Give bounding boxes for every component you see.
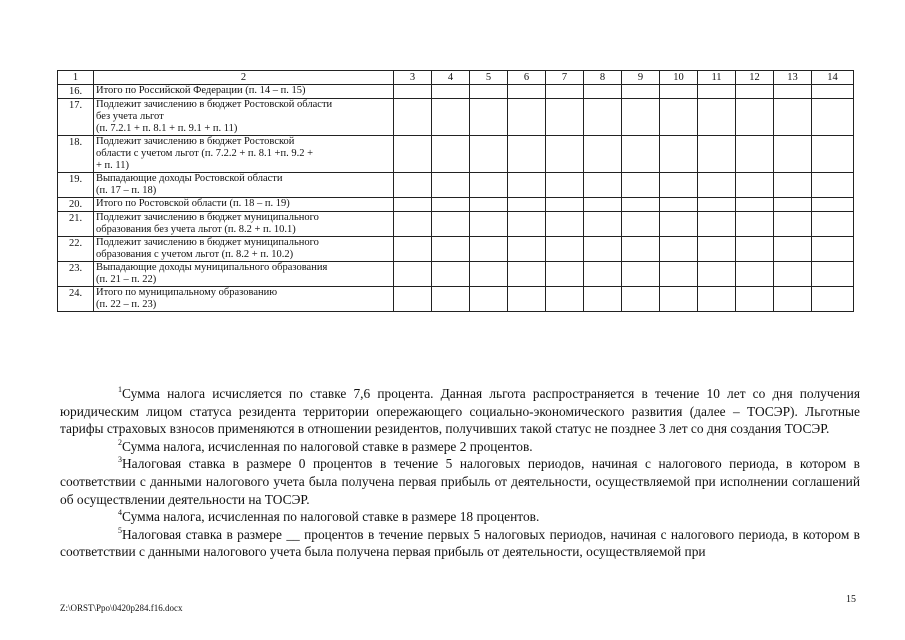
empty-cell [546, 99, 584, 136]
column-header: 3 [394, 71, 432, 85]
row-description [94, 173, 394, 198]
empty-cell [432, 173, 470, 198]
empty-cell [736, 136, 774, 173]
empty-cell [622, 136, 660, 173]
column-header: 8 [584, 71, 622, 85]
empty-cell [394, 262, 432, 287]
footnote-text: Сумма налога, исчисленная по налоговой ставке в размере 18 процентов. [122, 509, 540, 525]
empty-cell [774, 99, 812, 136]
empty-cell [394, 198, 432, 212]
empty-cell [774, 198, 812, 212]
empty-cell [394, 212, 432, 237]
empty-cell [470, 262, 508, 287]
description-line: Подлежит зачислению в бюджет муниципального [96, 212, 319, 223]
footnote-mark: 5 [118, 525, 122, 535]
empty-cell [774, 212, 812, 237]
empty-cell [508, 287, 546, 312]
empty-cell [508, 173, 546, 198]
table-row [58, 99, 854, 136]
empty-cell [774, 262, 812, 287]
table-row [58, 237, 854, 262]
empty-cell [432, 287, 470, 312]
empty-cell [508, 85, 546, 99]
description-line: Итого по Российской Федерации (п. 14 – п. 15) [96, 85, 306, 96]
empty-cell [774, 85, 812, 99]
empty-cell [698, 212, 736, 237]
description-line: Выпадающие доходы муниципального образования [96, 262, 328, 273]
description-line: (п. 7.2.1 + п. 8.1 + п. 9.1 + п. 11) [96, 123, 238, 134]
column-header: 11 [698, 71, 736, 85]
row-number: 16. [58, 85, 94, 99]
description-line: (п. 21 – п. 22) [96, 274, 157, 285]
table-row [58, 173, 854, 198]
description-line: + п. 11) [96, 160, 130, 171]
empty-cell [470, 287, 508, 312]
table-row [58, 212, 854, 237]
row-number: 18. [58, 136, 94, 173]
row-description [94, 237, 394, 262]
description-line: Выпадающие доходы Ростовской области [96, 173, 283, 184]
data-table [57, 70, 854, 312]
empty-cell [584, 212, 622, 237]
empty-cell [698, 287, 736, 312]
file-path: Z:\ORST\Ppo\0420p284.f16.docx [60, 603, 183, 613]
empty-cell [584, 237, 622, 262]
description-line: образования с учетом льгот (п. 8.2 + п. 10.2) [96, 249, 294, 260]
empty-cell [698, 173, 736, 198]
empty-cell [660, 262, 698, 287]
empty-cell [736, 173, 774, 198]
row-description [94, 198, 394, 212]
empty-cell [660, 85, 698, 99]
empty-cell [546, 237, 584, 262]
description-line: (п. 17 – п. 18) [96, 185, 157, 196]
empty-cell [432, 237, 470, 262]
empty-cell [698, 262, 736, 287]
empty-cell [432, 99, 470, 136]
empty-cell [584, 287, 622, 312]
empty-cell [546, 136, 584, 173]
empty-cell [622, 262, 660, 287]
empty-cell [470, 99, 508, 136]
empty-cell [812, 262, 854, 287]
footnotes [60, 385, 860, 561]
empty-cell [508, 262, 546, 287]
empty-cell [546, 85, 584, 99]
empty-cell [470, 237, 508, 262]
empty-cell [736, 99, 774, 136]
row-description [94, 212, 394, 237]
page-number: 15 [846, 594, 856, 605]
empty-cell [812, 287, 854, 312]
empty-cell [736, 212, 774, 237]
empty-cell [584, 198, 622, 212]
empty-cell [394, 85, 432, 99]
table-row [58, 136, 854, 173]
description-line: Подлежит зачислению в бюджет Ростовской [96, 136, 295, 147]
row-description [94, 287, 394, 312]
description-line: Подлежит зачислению в бюджет Ростовской области [96, 99, 333, 110]
description-line: образования без учета льгот (п. 8.2 + п. 10.1) [96, 224, 296, 235]
row-description [94, 85, 394, 99]
column-header: 6 [508, 71, 546, 85]
empty-cell [394, 99, 432, 136]
empty-cell [698, 198, 736, 212]
empty-cell [546, 173, 584, 198]
footnote [60, 508, 860, 526]
row-description [94, 136, 394, 173]
empty-cell [508, 212, 546, 237]
empty-cell [812, 85, 854, 99]
description-line: области с учетом льгот (п. 7.2.2 + п. 8.1 +п. 9.2 + [96, 148, 313, 159]
column-header: 5 [470, 71, 508, 85]
empty-cell [698, 136, 736, 173]
empty-cell [470, 212, 508, 237]
empty-cell [432, 85, 470, 99]
footnote-mark: 2 [118, 437, 122, 447]
row-description [94, 99, 394, 136]
empty-cell [432, 136, 470, 173]
column-header: 4 [432, 71, 470, 85]
footnote [60, 385, 860, 438]
empty-cell [584, 85, 622, 99]
column-header: 9 [622, 71, 660, 85]
description-line: Итого по Ростовской области (п. 18 – п. 19) [96, 198, 290, 209]
empty-cell [470, 198, 508, 212]
column-header: 2 [94, 71, 394, 85]
empty-cell [508, 237, 546, 262]
empty-cell [622, 173, 660, 198]
description-line: без учета льгот [96, 111, 164, 122]
empty-cell [736, 262, 774, 287]
empty-cell [394, 136, 432, 173]
column-header: 10 [660, 71, 698, 85]
table-row [58, 287, 854, 312]
empty-cell [736, 237, 774, 262]
description-line: Подлежит зачислению в бюджет муниципального [96, 237, 319, 248]
empty-cell [508, 99, 546, 136]
column-header: 12 [736, 71, 774, 85]
empty-cell [622, 198, 660, 212]
empty-cell [774, 237, 812, 262]
empty-cell [698, 99, 736, 136]
column-header: 7 [546, 71, 584, 85]
empty-cell [584, 136, 622, 173]
empty-cell [812, 237, 854, 262]
empty-cell [508, 136, 546, 173]
empty-cell [470, 85, 508, 99]
row-number: 24. [58, 287, 94, 312]
empty-cell [432, 212, 470, 237]
row-number: 22. [58, 237, 94, 262]
footnote-mark: 3 [118, 455, 122, 465]
empty-cell [736, 198, 774, 212]
empty-cell [660, 99, 698, 136]
row-number: 20. [58, 198, 94, 212]
empty-cell [432, 262, 470, 287]
empty-cell [812, 99, 854, 136]
empty-cell [660, 287, 698, 312]
table-header-row [58, 71, 854, 85]
empty-cell [546, 198, 584, 212]
empty-cell [736, 85, 774, 99]
empty-cell [698, 237, 736, 262]
footnote-text: Налоговая ставка в размере __ процентов в течение первых 5 налоговых периодов, начиная с налогового периода, в котором в соответствии с данными налогового учета была получена первая прибыль от деятельности, осуществляемой при [60, 526, 860, 560]
empty-cell [622, 99, 660, 136]
empty-cell [432, 198, 470, 212]
row-number: 17. [58, 99, 94, 136]
empty-cell [812, 173, 854, 198]
empty-cell [470, 136, 508, 173]
empty-cell [774, 173, 812, 198]
empty-cell [812, 212, 854, 237]
empty-cell [546, 287, 584, 312]
empty-cell [584, 173, 622, 198]
empty-cell [622, 287, 660, 312]
empty-cell [698, 85, 736, 99]
empty-cell [546, 262, 584, 287]
footnote-text: Налоговая ставка в размере 0 процентов в течение 5 налоговых периодов, начиная с налогового периода, в котором в соответствии с данными налогового учета была получена первая прибыль от деятельности, осуществляемой при исполнении соглашений об осуществлении деятельности на ТОСЭР. [60, 456, 860, 507]
empty-cell [622, 212, 660, 237]
empty-cell [812, 136, 854, 173]
empty-cell [774, 136, 812, 173]
footnote [60, 455, 860, 508]
empty-cell [660, 212, 698, 237]
column-header: 14 [812, 71, 854, 85]
empty-cell [736, 287, 774, 312]
description-line: Итого по муниципальному образованию [96, 287, 278, 298]
footnote-text: Сумма налога, исчисленная по налоговой ставке в размере 2 процентов. [122, 438, 533, 454]
footnote-text: Сумма налога исчисляется по ставке 7,6 процента. Данная льгота распространяется в течение 10 лет со дня получения юридическим лицом статуса резидента территории опережающего социально-экономического развития (далее – ТОСЭР). Льготные тарифы страховых взносов применяются в отношении резидентов, получивших такой статус не позднее 3 лет со дня создания ТОСЭР. [60, 386, 860, 437]
footnote [60, 526, 860, 561]
empty-cell [622, 85, 660, 99]
empty-cell [660, 237, 698, 262]
table-row [58, 262, 854, 287]
empty-cell [394, 173, 432, 198]
row-number: 23. [58, 262, 94, 287]
empty-cell [660, 136, 698, 173]
empty-cell [812, 198, 854, 212]
empty-cell [660, 198, 698, 212]
table-row [58, 85, 854, 99]
table-row [58, 198, 854, 212]
empty-cell [622, 237, 660, 262]
row-number: 21. [58, 212, 94, 237]
description-line: (п. 22 – п. 23) [96, 299, 157, 310]
column-header: 13 [774, 71, 812, 85]
empty-cell [470, 173, 508, 198]
row-description [94, 262, 394, 287]
empty-cell [394, 287, 432, 312]
footnote [60, 438, 860, 456]
empty-cell [394, 237, 432, 262]
row-number: 19. [58, 173, 94, 198]
footnote-mark: 1 [118, 385, 122, 394]
footnote-mark: 4 [118, 508, 122, 518]
empty-cell [546, 212, 584, 237]
empty-cell [584, 262, 622, 287]
column-header: 1 [58, 71, 94, 85]
empty-cell [774, 287, 812, 312]
empty-cell [584, 99, 622, 136]
empty-cell [660, 173, 698, 198]
empty-cell [508, 198, 546, 212]
